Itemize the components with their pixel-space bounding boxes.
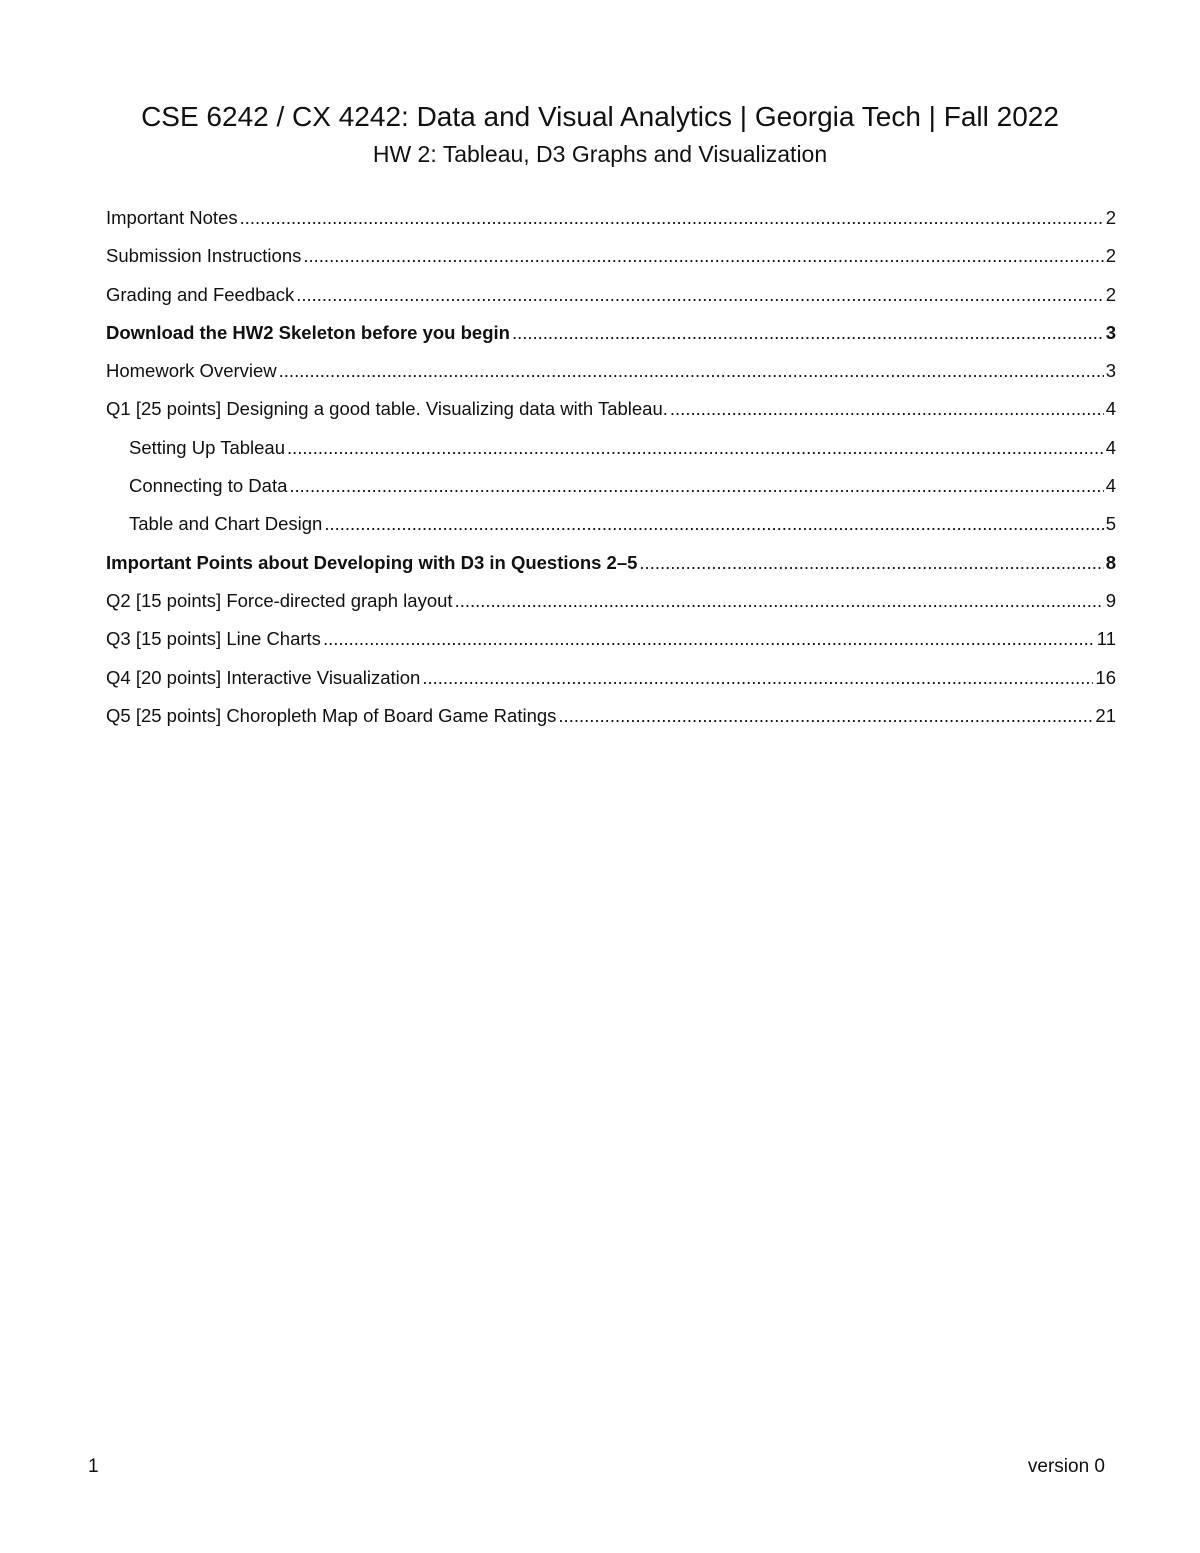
toc-entry-text: Connecting to Data	[129, 475, 288, 497]
toc-leader-dots	[323, 625, 1095, 653]
toc-entry-text: Important Points about Developing with D3 in Questions 2–5	[106, 551, 638, 573]
toc-entry-text: Submission Instructions	[106, 245, 302, 267]
toc-entry-download-skeleton[interactable]	[106, 319, 1116, 357]
toc-entry-page: 16	[1095, 666, 1116, 688]
toc-leader-dots	[287, 434, 1104, 462]
toc-entry-grading-and-feedback[interactable]	[106, 281, 1116, 319]
toc-entry-text: Setting Up Tableau	[129, 436, 285, 458]
toc-entry-text: Grading and Feedback	[106, 283, 295, 305]
toc-leader-dots	[296, 281, 1103, 309]
toc-entry-page: 3	[1105, 360, 1116, 382]
toc-entry-text: Download the HW2 Skeleton before you begin	[106, 321, 510, 343]
toc-entry-text: Q1 [25 points] Designing a good table. Visualizing data with Tableau.	[106, 398, 668, 420]
toc-entry-page: 4	[1105, 436, 1116, 458]
toc-entry-page: 4	[1105, 475, 1116, 497]
toc-entry-connecting-to-data[interactable]	[106, 472, 1116, 510]
document-title: CSE 6242 / CX 4242: Data and Visual Analytics | Georgia Tech | Fall 2022	[141, 101, 1059, 132]
toc-entry-q5[interactable]	[106, 702, 1116, 740]
toc-entry-page: 11	[1096, 628, 1116, 650]
toc-entry-text: Q3 [15 points] Line Charts	[106, 628, 321, 650]
toc-entry-important-notes[interactable]	[106, 204, 1116, 242]
toc-leader-dots	[303, 242, 1103, 270]
toc-entry-page: 4	[1105, 398, 1116, 420]
toc-entry-homework-overview[interactable]	[106, 357, 1116, 395]
toc-leader-dots	[289, 472, 1103, 500]
toc-leader-dots	[324, 510, 1103, 538]
footer-version: version 0	[1027, 1456, 1105, 1477]
toc-leader-dots	[240, 204, 1104, 232]
toc-entry-page: 2	[1105, 283, 1116, 305]
toc-entry-text: Q5 [25 points] Choropleth Map of Board Game Ratings	[106, 704, 557, 726]
toc-entry-page: 9	[1105, 589, 1116, 611]
document-subtitle: HW 2: Tableau, D3 Graphs and Visualization	[372, 141, 828, 167]
toc-entry-page: 2	[1105, 245, 1116, 267]
toc-entry-text: Important Notes	[106, 207, 238, 228]
toc-entry-q1[interactable]	[106, 395, 1116, 433]
toc-entry-page: 8	[1105, 551, 1116, 573]
toc-entry-q2[interactable]	[106, 587, 1116, 625]
footer-page-number: 1	[88, 1456, 99, 1477]
toc-entry-page: 5	[1105, 513, 1116, 535]
toc-entry-page: 3	[1105, 321, 1116, 343]
toc-entry-text: Table and Chart Design	[129, 513, 323, 535]
toc-leader-dots	[512, 319, 1104, 347]
toc-entry-page: 2	[1105, 207, 1116, 228]
toc-entry-text: Homework Overview	[106, 360, 277, 382]
toc-leader-dots	[558, 702, 1093, 730]
toc-leader-dots	[639, 549, 1103, 577]
toc-entry-table-and-chart-design[interactable]	[106, 510, 1116, 548]
table-of-contents	[106, 204, 1116, 740]
toc-leader-dots	[670, 395, 1104, 423]
toc-entry-text: Q4 [20 points] Interactive Visualization	[106, 666, 421, 688]
toc-entry-text: Q2 [15 points] Force-directed graph layout	[106, 589, 453, 611]
toc-leader-dots	[455, 587, 1104, 615]
toc-entry-setting-up-tableau[interactable]	[106, 434, 1116, 472]
toc-entry-submission-instructions[interactable]	[106, 242, 1116, 280]
toc-entry-q4[interactable]	[106, 664, 1116, 702]
toc-leader-dots	[422, 664, 1093, 692]
toc-leader-dots	[279, 357, 1104, 385]
toc-entry-q3[interactable]	[106, 625, 1116, 663]
toc-entry-page: 21	[1095, 704, 1116, 726]
toc-entry-d3-important-points[interactable]	[106, 549, 1116, 587]
